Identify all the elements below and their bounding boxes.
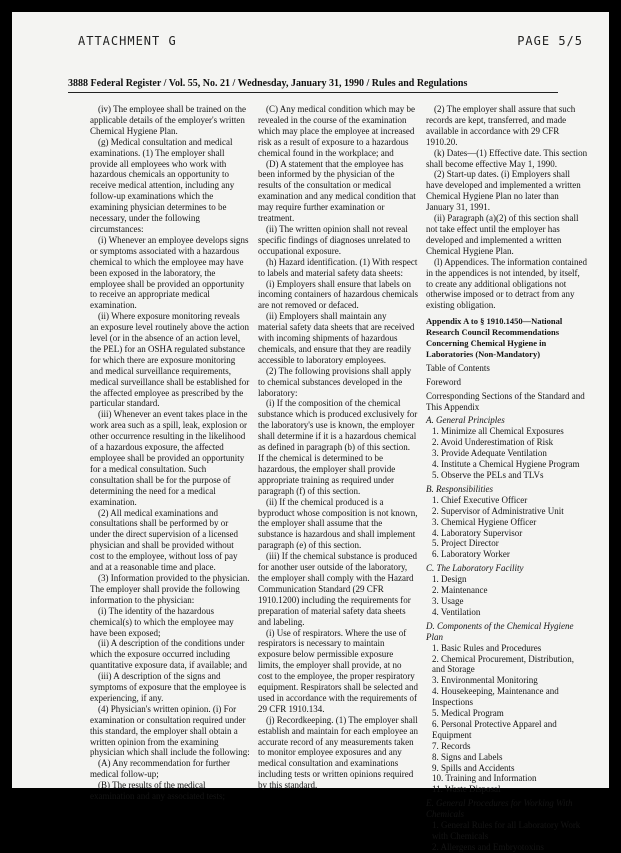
paragraph: D. Components of the Chemical Hygiene Plan <box>426 620 574 642</box>
paragraph: B. Responsibilities <box>426 483 493 494</box>
paragraph: 10. Training and Information <box>432 773 537 784</box>
document-page <box>12 12 609 852</box>
paragraph: (j) Recordkeeping. (1) The employer shall establish and maintain for each employee an accurate record of any measurements taken to monitor employee exposures and any medical consultation and examinations including tests or written opinions required by this standard. <box>258 714 418 791</box>
paragraph: (ii) A description of the conditions under which the exposure occurred including quantitative exposure data, if available; and <box>90 638 247 671</box>
paragraph: (iii) If the chemical substance is produced for another user outside of the laboratory, the employer shall comply with the Hazard Communication Standard (29 CFR 1910.1200) including the requirements for preparation of material safety data sheets and labeling. <box>258 551 417 627</box>
text-column-middle <box>258 104 418 791</box>
header-rule <box>68 92 558 93</box>
paragraph: 4. Institute a Chemical Hygiene Program <box>432 459 580 470</box>
paragraph: 11. Waste Disposal <box>432 784 501 795</box>
paragraph: (A) Any recommendation for further medical follow-up; <box>90 758 230 780</box>
paragraph: Foreword <box>426 376 461 387</box>
paragraph: (D) A statement that the employee has been informed by the physician of the results of the consultation or medical examination and any medical condition that may require further examination or treatment. <box>258 158 416 224</box>
paragraph: A. General Principles <box>426 415 505 426</box>
paragraph: (ii) If the chemical produced is a byproduct whose composition is not known, the employer shall assume that the substance is hazardous and shall implement paragraph (e) of this section. <box>258 496 418 551</box>
paragraph: 3. Provide Adequate Ventilation <box>432 448 547 459</box>
paragraph: 3. Usage <box>432 595 464 606</box>
paragraph: (i) Use of respirators. Where the use of respirators is necessary to maintain exposure below permissible exposure limits, the employer shall provide, at no cost to the employee, the proper respiratory equipment. Respirators shall be selected and used in accordance with the requirements of 29 CFR 1910.134. <box>258 627 418 714</box>
paragraph: C. The Laboratory Facility <box>426 563 524 574</box>
paragraph: 2. Avoid Underestimation of Risk <box>432 437 554 448</box>
paragraph: 9. Spills and Accidents <box>432 762 515 773</box>
paragraph: 5. Observe the PELs and TLVs <box>432 470 544 480</box>
paragraph: (ii) Where exposure monitoring reveals an exposure level routinely above the action level (or in the absence of an action level, the PEL) for an OSHA regulated substance for which there are exposure monitoring and medical surveillance requirements, medical surveillance shall be established for the affected employee as prescribed by the particular standard. <box>90 311 250 409</box>
paragraph: 4. Housekeeping, Maintenance and Inspections <box>432 686 559 708</box>
paragraph: Table of Contents <box>426 362 490 373</box>
paragraph: (iii) A description of the signs and symptoms of exposure that the employee is experiencing, if any. <box>90 671 246 703</box>
paragraph: 1. Minimize all Chemical Exposures <box>432 426 564 437</box>
paragraph: 2. Allergens and Embryotoxins <box>432 841 544 852</box>
paragraph: 7. Records <box>432 740 471 751</box>
paragraph: 2. Maintenance <box>432 585 488 596</box>
paragraph: (2) All medical examinations and consultations shall be performed by or under the direct supervision of a licensed physician and shall be provided without cost to the employee, without loss of pay and at a reasonable time and place. <box>90 507 238 573</box>
paragraph: (ii) Employers shall maintain any material safety data sheets that are received with incoming shipments of hazardous chemicals, and ensure that they are readily accessible to laboratory employees. <box>258 311 415 365</box>
paragraph: (iii) Whenever an event takes place in the work area such as a spill, leak, explosion or other occurrence resulting in the likelihood of a hazardous exposure, the affected employee shall be provided an opportunity for a medical consultation. Such consultation shall be for the purpose of determining the need for a medical examination. <box>90 409 248 507</box>
paragraph: (i) The identity of the hazardous chemical(s) to which the employee may have been exposed; <box>90 605 234 638</box>
paragraph: (k) Dates—(1) Effective date. This section shall become effective May 1, 1990. <box>426 147 588 169</box>
paragraph: (4) Physician's written opinion. (i) For examination or consultation required under this standard, the employer shall obtain a written opinion from the examining physician which shall include the following: <box>90 703 250 758</box>
paragraph: 3. Chemical Hygiene Officer <box>432 516 537 527</box>
paragraph: 5. Project Director <box>432 538 499 549</box>
paragraph: 4. Ventilation <box>432 606 481 617</box>
paragraph: Corresponding Sections of the Standard and This Appendix <box>426 390 585 412</box>
text-column-right <box>426 104 588 853</box>
paragraph: Appendix A to § 1910.1450—National Research Council Recommendations Concerning Chemical Hygiene in Laboratories (Non-Mandatory) <box>426 316 563 359</box>
paragraph: 5. Medical Program <box>432 708 504 719</box>
paragraph: (B) The results of the medical examination and any associated tests; <box>90 780 225 802</box>
paragraph: (g) Medical consultation and medical examinations. (1) The employer shall provide all employees who work with hazardous chemicals an opportunity to receive medical attention, including any follow-up examinations which the examining physician determines to be necessary, under the following circumstances: <box>90 136 235 234</box>
paragraph: 3. Environmental Monitoring <box>432 675 538 686</box>
paragraph: 1. Chief Executive Officer <box>432 494 528 505</box>
paragraph: 1. General Rules for all Laboratory Work with Chemicals <box>432 820 581 841</box>
paragraph: (3) Information provided to the physician. The employer shall provide the following information to the physician: <box>90 572 250 605</box>
paragraph: E. General Procedures for Working With Chemicals <box>426 798 573 820</box>
running-head: 3888 Federal Register / Vol. 55, No. 21 / Wednesday, January 31, 1990 / Rules and Regulations <box>68 78 468 89</box>
paragraph: 1. Basic Rules and Procedures <box>432 642 542 653</box>
paragraph: (h) Hazard identification. (1) With respect to labels and material safety data sheets: <box>258 256 418 278</box>
paragraph: 2. Supervisor of Administrative Unit <box>432 505 564 516</box>
paragraph: (2) The employer shall assure that such records are kept, transferred, and made available in accordance with 29 CFR 1910.20. <box>426 104 576 147</box>
paragraph: 6. Laboratory Worker <box>432 549 510 560</box>
paragraph: (iv) The employee shall be trained on the applicable details of the employer's written Chemical Hygiene Plan. <box>90 104 247 136</box>
attachment-label: ATTACHMENT G <box>78 34 177 48</box>
paragraph: (l) Appendices. The information contained in the appendices is not intended, by itself, to create any additional obligations not otherwise imposed or to detract from any existing obligation. <box>426 256 588 311</box>
paragraph: (ii) Paragraph (a)(2) of this section shall not take effect until the employer has developed and implemented a written Chemical Hygiene Plan. <box>426 213 579 256</box>
paragraph: 6. Personal Protective Apparel and Equipment <box>432 718 557 740</box>
paragraph: 1. Design <box>432 574 467 585</box>
paragraph: (i) Employers shall ensure that labels on incoming containers of hazardous chemicals are not removed or defaced. <box>258 278 418 311</box>
paragraph: 8. Signs and Labels <box>432 751 503 762</box>
text-column-left <box>90 104 250 802</box>
paragraph: (2) The following provisions shall apply to chemical substances developed in the laboratory: <box>258 365 412 398</box>
paragraph: (ii) The written opinion shall not reveal specific findings of diagnoses unrelated to occupational exposure. <box>258 223 411 256</box>
paragraph: (i) If the composition of the chemical substance which is produced exclusively for the laboratory's use is known, the employer shall determine if it is a hazardous chemical as defined in paragraph (b) of this section. If the chemical is determined to be hazardous, the employer shall provide appropriate training as required under paragraph (f) of this section. <box>258 398 418 496</box>
paragraph: 4. Laboratory Supervisor <box>432 527 523 538</box>
paragraph: (2) Start-up dates. (i) Employers shall have developed and implemented a written Chemical Hygiene Plan no later than January 31, 1991. <box>426 169 581 213</box>
paragraph: (C) Any medical condition which may be revealed in the course of the examination which may place the employee at increased risk as a result of exposure to a hazardous chemical found in the workplace; and <box>258 104 415 158</box>
paragraph: (i) Whenever an employee develops signs or symptoms associated with a hazardous chemical to which the employee may have been exposed in the laboratory, the employee shall be provided an opportunity to receive an appropriate medical examination. <box>90 234 249 311</box>
paragraph: 2. Chemical Procurement, Distribution, and Storage <box>432 653 574 675</box>
page-number: PAGE 5/5 <box>517 34 583 48</box>
